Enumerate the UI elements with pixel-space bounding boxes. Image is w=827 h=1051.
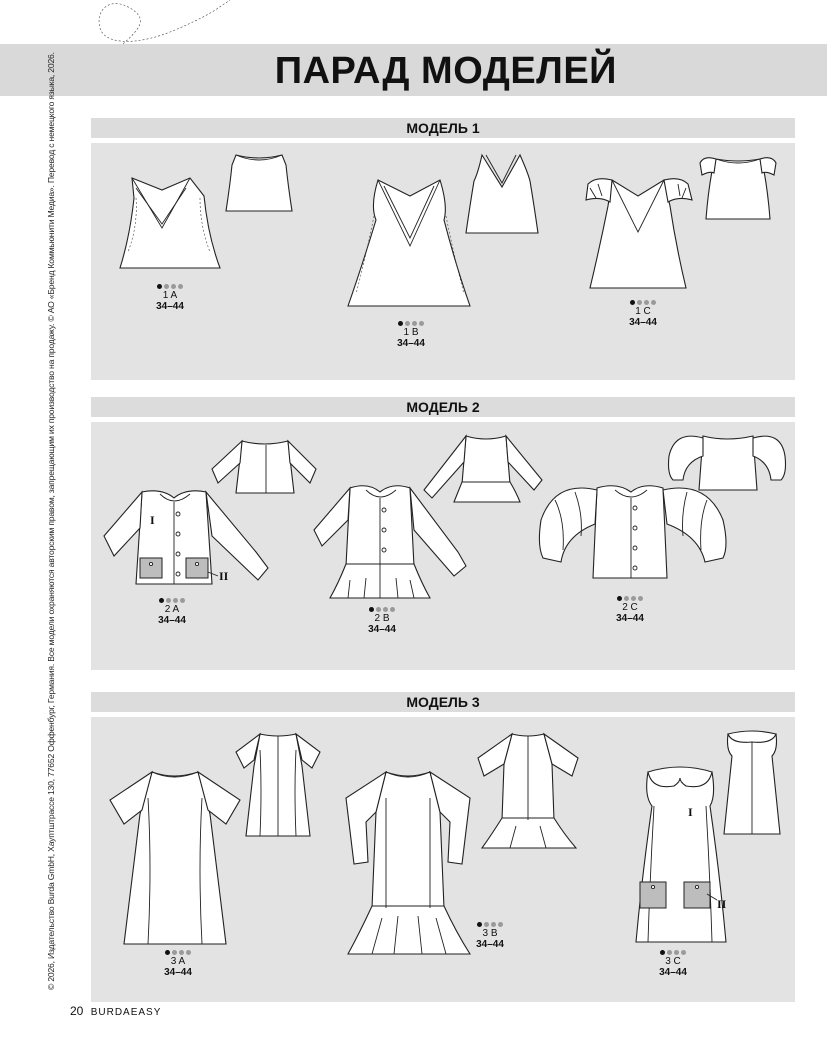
garment-2a-back <box>208 435 320 497</box>
garment-3a-front <box>108 768 243 948</box>
model-label-2b <box>352 605 412 635</box>
model-label-2c <box>600 594 660 624</box>
difficulty-dots <box>140 282 200 290</box>
garment-3c-front <box>630 766 735 946</box>
page-footer <box>70 1004 161 1018</box>
model-label-3b <box>460 920 520 950</box>
model-code: 1 B <box>403 327 419 338</box>
model-label-1c <box>613 298 673 328</box>
garment-2b-back <box>420 432 550 507</box>
garment-2c-front <box>535 480 733 582</box>
garment-2a-front <box>100 484 275 594</box>
difficulty-dots <box>613 298 673 306</box>
garment-3b-back <box>472 730 584 852</box>
garment-1b-front <box>344 176 474 311</box>
size-range: 34–44 <box>158 615 186 626</box>
page-number: 20 <box>70 1004 84 1018</box>
model-code: 2 C <box>622 602 638 613</box>
model-label-3c <box>643 948 703 978</box>
brand-name: BURDAEASY <box>90 1007 162 1018</box>
difficulty-dots <box>600 594 660 602</box>
garment-1b-back <box>462 153 542 235</box>
model-label-3a <box>148 948 208 978</box>
garment-1c-back <box>698 153 778 223</box>
piece-label-i: I <box>688 805 693 819</box>
model-code: 3 C <box>665 956 681 967</box>
size-range: 34–44 <box>397 338 425 349</box>
size-range: 34–44 <box>368 624 396 635</box>
size-range: 34–44 <box>616 613 644 624</box>
garment-1a-back <box>222 153 297 215</box>
model-code: 2 A <box>164 604 180 615</box>
size-range: 34–44 <box>156 301 184 312</box>
model-label-1b <box>381 319 441 349</box>
model-label-1a <box>140 282 200 312</box>
size-range: 34–44 <box>476 939 504 950</box>
model-code: 3 A <box>170 956 186 967</box>
size-range: 34–44 <box>629 317 657 328</box>
difficulty-dots <box>148 948 208 956</box>
model-code: 2 B <box>374 613 390 624</box>
size-range: 34–44 <box>164 967 192 978</box>
size-range: 34–44 <box>659 967 687 978</box>
section-heading-model-3: МОДЕЛЬ 3 <box>91 692 795 712</box>
difficulty-dots <box>381 319 441 327</box>
page-title: ПАРАД МОДЕЛЕЙ <box>274 50 617 92</box>
piece-label-ii: II <box>717 897 727 911</box>
garment-2c-back <box>665 430 790 494</box>
garment-3a-back <box>234 730 322 840</box>
difficulty-dots <box>142 596 202 604</box>
garment-1a-front <box>112 176 227 274</box>
difficulty-dots <box>460 920 520 928</box>
garment-1c-front <box>582 176 697 291</box>
model-code: 1 C <box>635 306 651 317</box>
difficulty-dots <box>643 948 703 956</box>
difficulty-dots <box>352 605 412 613</box>
section-heading-model-1: МОДЕЛЬ 1 <box>91 118 795 138</box>
piece-label-ii-callout <box>705 890 735 914</box>
garment-3c-back <box>722 730 782 838</box>
piece-label-ii: II <box>219 569 229 583</box>
copyright-notice: © 2026, Издательство Burda GmbH, Хауптштрассе 130, 77652 Оффенбург, Германия. Все модели охраняются авторским правом, запрещающим их производство на продажу. © АО «Бренд Коммьюнити Медиа». Перевод с немецкого языка, 2026. <box>46 52 56 990</box>
model-label-2a <box>142 596 202 626</box>
piece-label-i: I <box>150 513 155 527</box>
model-code: 3 B <box>482 928 498 939</box>
garment-3b-front <box>342 768 474 958</box>
section-heading-model-2: МОДЕЛЬ 2 <box>91 397 795 417</box>
model-code: 1 A <box>162 290 178 301</box>
